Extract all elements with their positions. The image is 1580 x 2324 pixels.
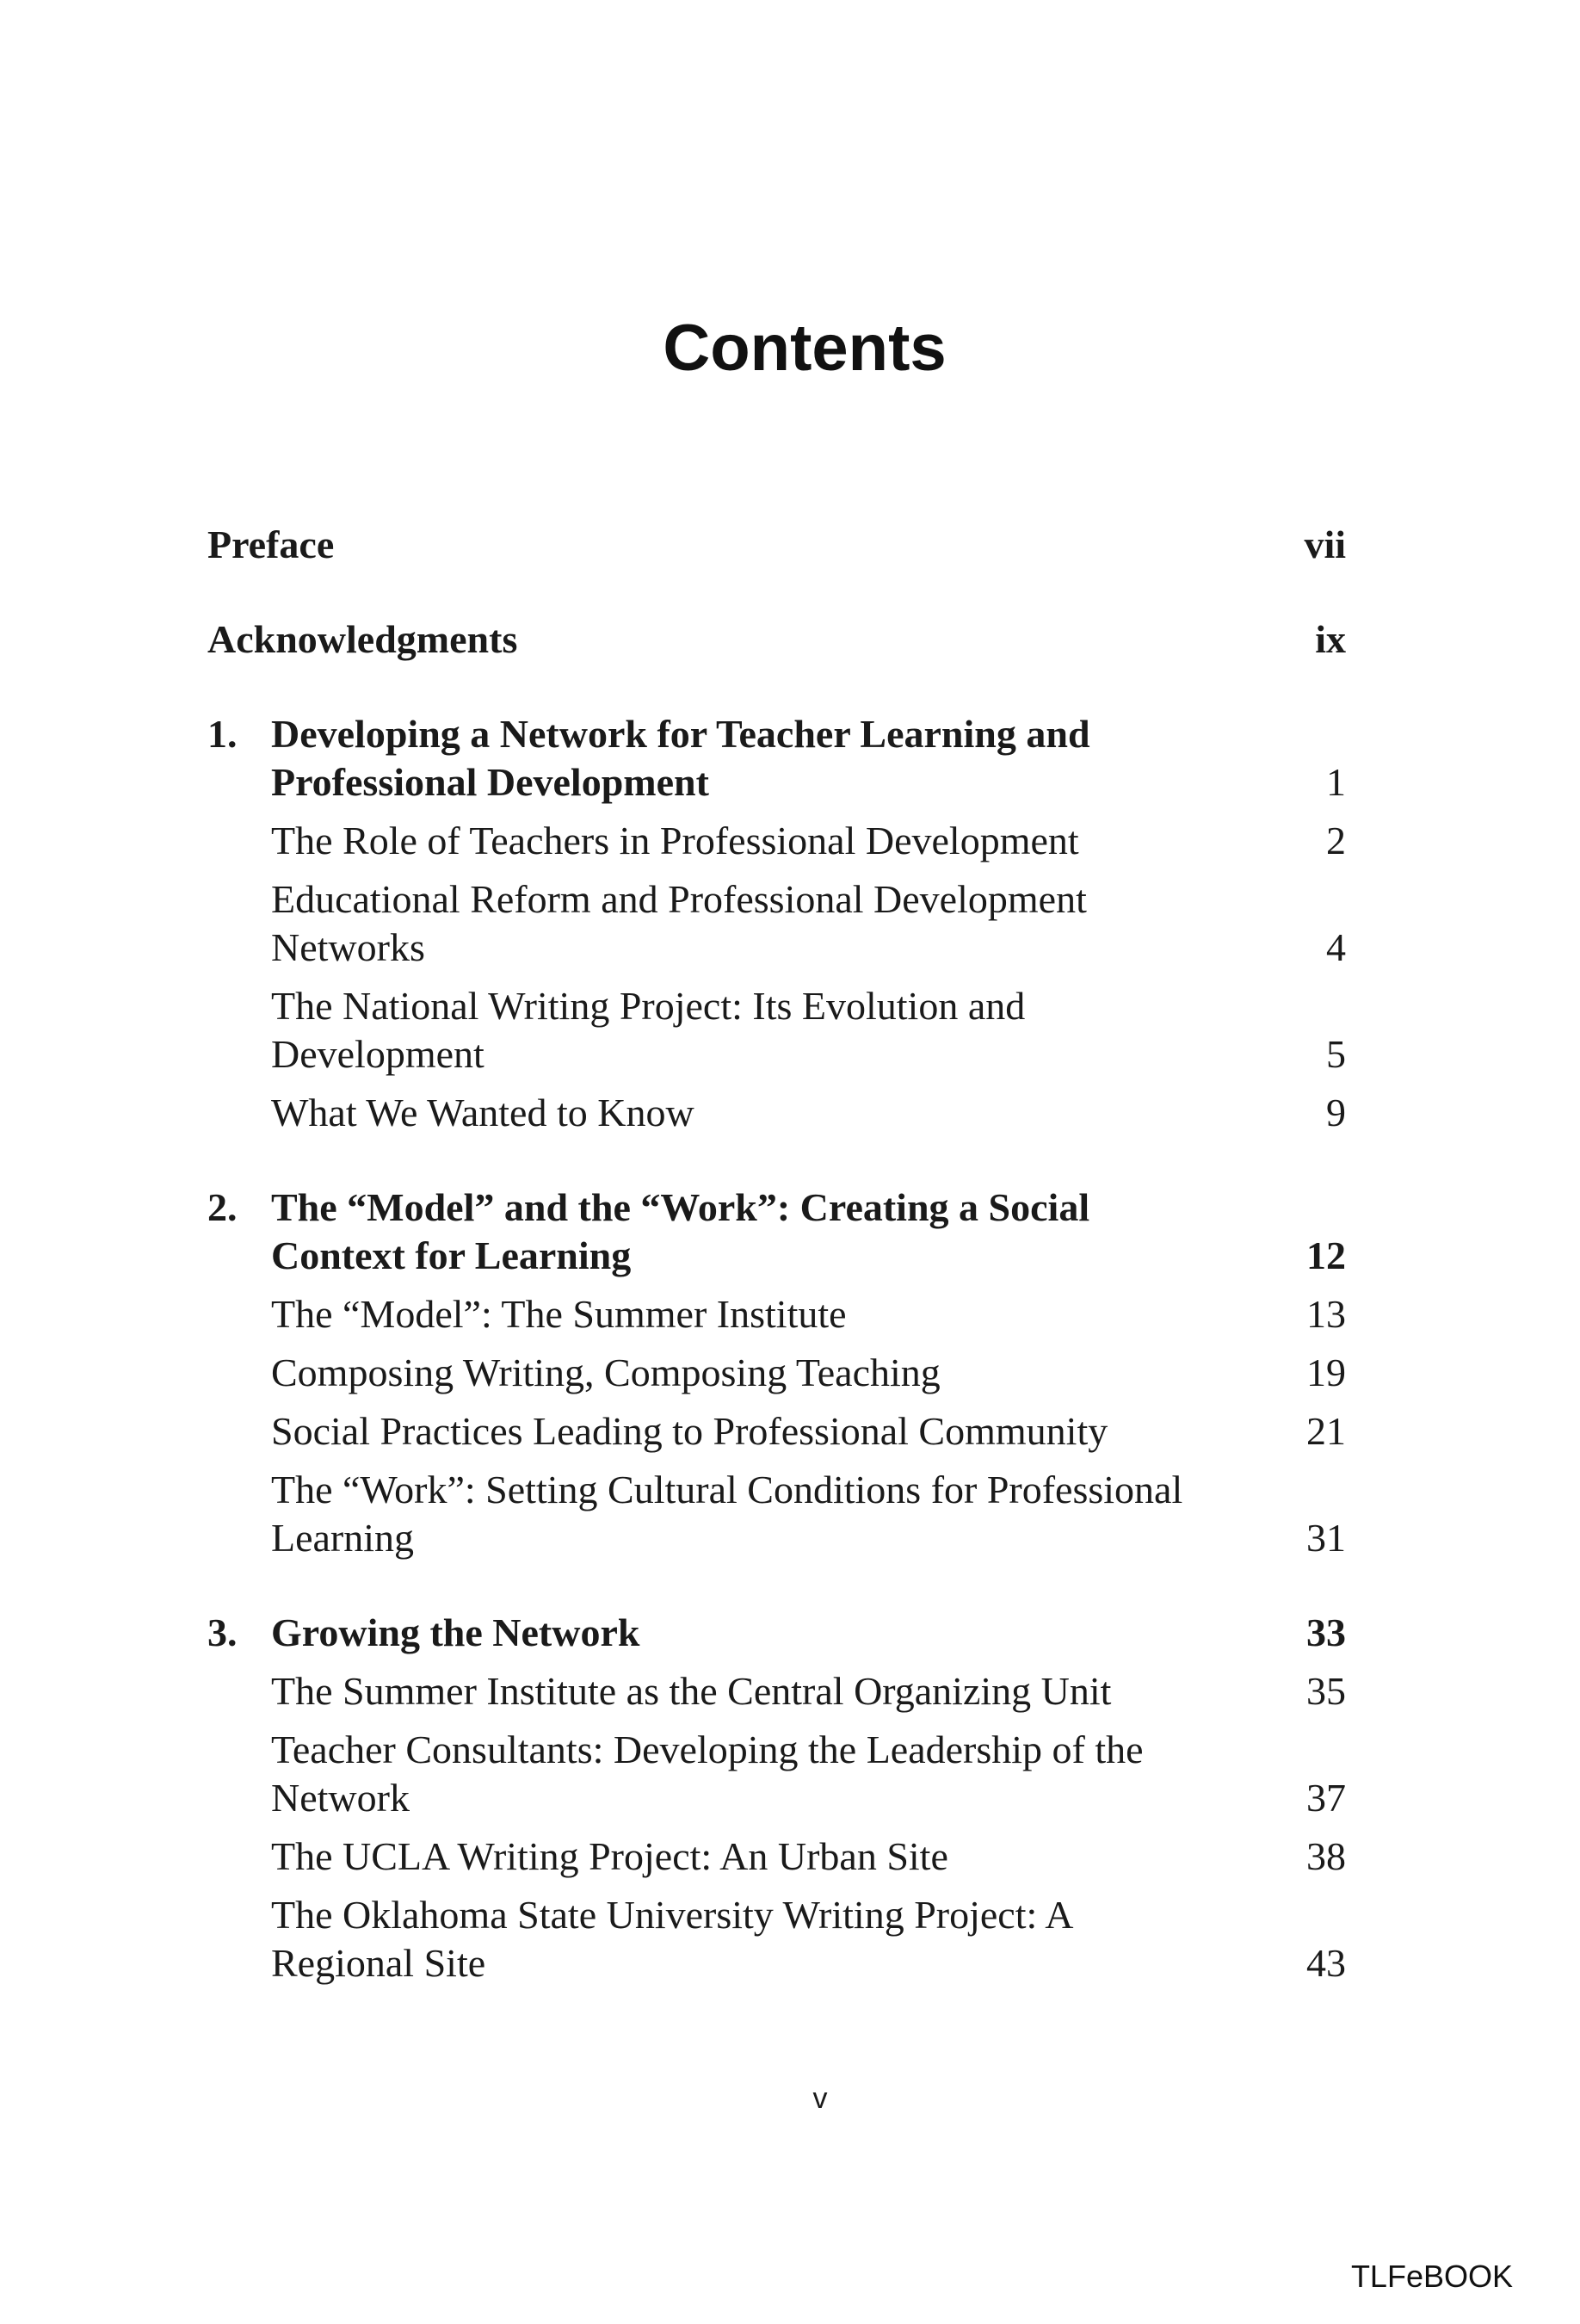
section-page: 13 <box>1306 1292 1346 1336</box>
section-entry[interactable] <box>271 1726 1346 1822</box>
chapter-number: 1. <box>207 712 238 756</box>
section-label: Teacher Consultants: Developing the Leadership of the Network <box>271 1728 1144 1820</box>
section-entry[interactable] <box>271 1290 1346 1338</box>
section-page: 4 <box>1326 925 1346 969</box>
toc-entry-preface[interactable] <box>207 521 1346 569</box>
chapter-heading[interactable] <box>207 1184 1346 1280</box>
chapter-page: 12 <box>1306 1233 1346 1277</box>
chapter-sections <box>271 1667 1346 1987</box>
section-page: 43 <box>1306 1941 1346 1985</box>
section-page: 9 <box>1326 1091 1346 1134</box>
chapter-heading[interactable] <box>207 710 1346 807</box>
chapter-title: Developing a Network for Teacher Learning and Professional Development <box>271 712 1090 804</box>
toc-entry-page: ix <box>1315 617 1346 661</box>
toc-entry-page: vii <box>1304 522 1346 566</box>
section-page: 21 <box>1306 1409 1346 1453</box>
section-entry[interactable] <box>271 1891 1346 1987</box>
section-label: The Oklahoma State University Writing Project: A Regional Site <box>271 1893 1071 1985</box>
section-label: What We Wanted to Know <box>271 1091 694 1134</box>
section-entry[interactable] <box>271 1833 1346 1881</box>
section-label: Educational Reform and Professional Development Networks <box>271 877 1087 969</box>
section-label: The “Model”: The Summer Institute <box>271 1292 847 1336</box>
section-page: 37 <box>1306 1776 1346 1820</box>
toc-entry-label: Preface <box>207 522 335 566</box>
section-entry[interactable] <box>271 1466 1346 1562</box>
page-number: v <box>812 2082 828 2115</box>
chapter-title: The “Model” and the “Work”: Creating a Social Context for Learning <box>271 1185 1090 1277</box>
section-page: 31 <box>1306 1516 1346 1560</box>
section-entry[interactable] <box>271 1407 1346 1456</box>
chapter-title: Growing the Network <box>271 1610 640 1654</box>
section-entry[interactable] <box>271 1349 1346 1397</box>
section-entry[interactable] <box>271 982 1346 1079</box>
section-entry[interactable] <box>271 875 1346 972</box>
section-label: The Summer Institute as the Central Organizing Unit <box>271 1669 1112 1713</box>
chapter-2 <box>207 1184 1346 1562</box>
page-title: Contents <box>663 312 947 385</box>
chapter-1 <box>207 710 1346 1137</box>
section-entry[interactable] <box>271 1667 1346 1715</box>
chapter-3 <box>207 1609 1346 1987</box>
chapter-sections <box>271 817 1346 1137</box>
chapter-page: 1 <box>1326 760 1346 804</box>
chapter-heading[interactable] <box>207 1609 1346 1657</box>
toc-entry-label: Acknowledgments <box>207 617 518 661</box>
chapter-sections <box>271 1290 1346 1562</box>
section-page: 2 <box>1326 819 1346 862</box>
section-page: 35 <box>1306 1669 1346 1713</box>
section-label: Social Practices Leading to Professional Community <box>271 1409 1108 1453</box>
chapter-number: 2. <box>207 1185 238 1229</box>
section-entry[interactable] <box>271 817 1346 865</box>
section-entry[interactable] <box>271 1089 1346 1137</box>
section-label: The Role of Teachers in Professional Development <box>271 819 1079 862</box>
toc-entry-acknowledgments[interactable] <box>207 615 1346 664</box>
section-label: The “Work”: Setting Cultural Conditions for Professional Learning <box>271 1468 1183 1560</box>
section-page: 19 <box>1306 1351 1346 1394</box>
section-page: 38 <box>1306 1834 1346 1878</box>
section-label: The UCLA Writing Project: An Urban Site <box>271 1834 948 1878</box>
section-page: 5 <box>1326 1032 1346 1076</box>
chapter-number: 3. <box>207 1610 238 1654</box>
section-label: The National Writing Project: Its Evolution and Development <box>271 984 1026 1076</box>
chapter-page: 33 <box>1306 1610 1346 1654</box>
watermark-text: TLFeBOOK <box>1350 2259 1513 2294</box>
table-of-contents <box>207 521 1346 1987</box>
section-label: Composing Writing, Composing Teaching <box>271 1351 941 1394</box>
